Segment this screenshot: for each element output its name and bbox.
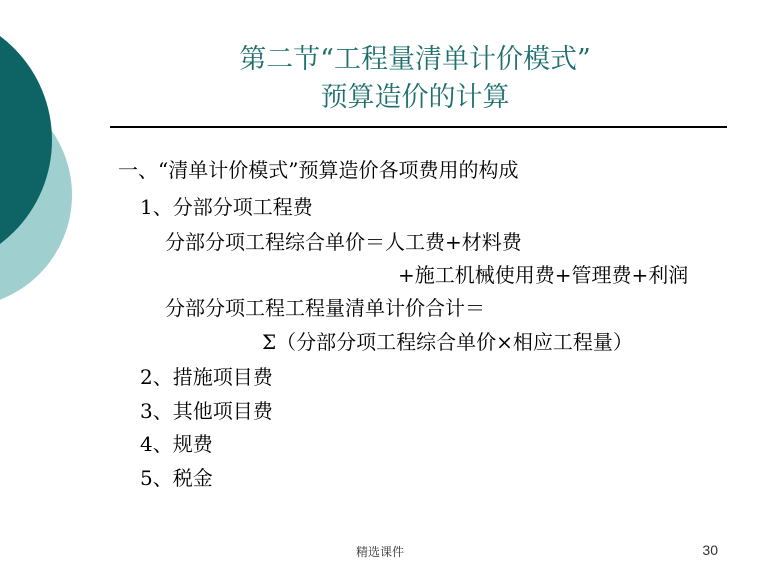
formula-1-line2: +施工机械使用费+管理费+利润 <box>398 263 689 287</box>
list-item-1: 1、分部分项工程费 <box>140 195 313 219</box>
footer-label: 精选课件 <box>355 545 404 559</box>
formula-1-line1: 分部分项工程综合单价＝人工费+材料费 <box>165 230 522 254</box>
section-heading: 一、“清单计价模式”预算造价各项费用的构成 <box>118 158 519 182</box>
decorative-circles <box>0 0 120 320</box>
slide-title-line1: 第二节“工程量清单计价模式” <box>239 44 591 75</box>
list-item-2: 2、措施项目费 <box>140 365 273 389</box>
formula-2-line2: Σ（分部分项工程综合单价×相应工程量） <box>262 330 633 354</box>
list-item-5: 5、税金 <box>140 466 213 490</box>
title-divider <box>110 126 727 128</box>
list-item-3: 3、其他项目费 <box>140 399 273 423</box>
formula-2-line1: 分部分项工程工程量清单计价合计＝ <box>165 296 485 320</box>
page-number: 30 <box>702 542 718 558</box>
slide-title-line2: 预算造价的计算 <box>320 82 510 113</box>
list-item-4: 4、规费 <box>140 432 213 456</box>
